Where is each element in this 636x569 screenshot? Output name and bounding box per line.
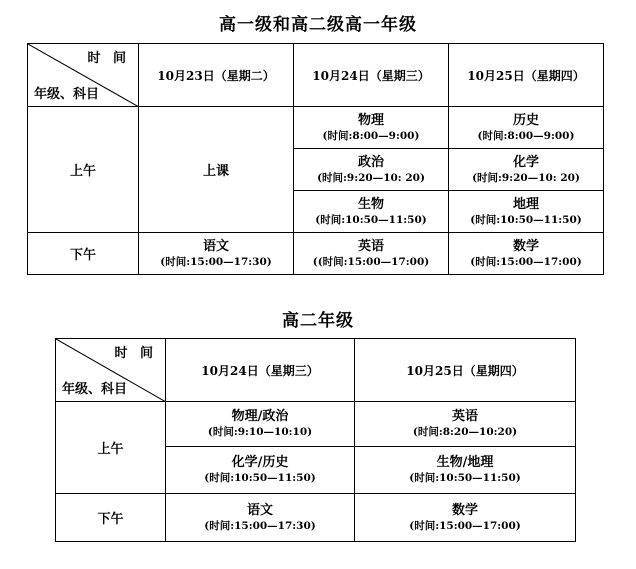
exam-time: (时间:9:20—10: 20) xyxy=(317,171,425,184)
exam-time: (时间:8:20—10:20) xyxy=(412,426,518,438)
exam-time: (时间:9:20—10: 20) xyxy=(472,171,580,184)
exam-subject: 物理 xyxy=(357,112,384,128)
exam-schedule-table-1 xyxy=(27,43,604,275)
exam-cell xyxy=(449,191,604,233)
exam-cell xyxy=(294,233,449,275)
exam-subject: 地理 xyxy=(512,196,539,212)
exam-subject: 英语 xyxy=(357,238,384,254)
corner-time-label: 时 间 xyxy=(87,51,130,66)
exam-cell xyxy=(449,149,604,191)
exam-subject: 英语 xyxy=(451,409,478,424)
exam-time: (时间:10:50—11:50) xyxy=(470,213,582,226)
table2-corner-cell xyxy=(56,339,166,402)
exam-cell xyxy=(355,447,576,494)
morning-label: 上午 xyxy=(28,107,139,233)
exam-time: (时间:10:50—11:50) xyxy=(315,213,427,226)
table1-corner-cell xyxy=(28,44,139,107)
exam-subject: 数学 xyxy=(512,238,539,254)
exam-cell xyxy=(294,107,449,149)
exam-time: (时间:15:00—17:00) xyxy=(470,255,582,268)
exam-cell xyxy=(449,233,604,275)
afternoon-label: 下午 xyxy=(56,494,166,542)
date-header: 10月24日（星期三） xyxy=(294,44,449,107)
exam-cell xyxy=(449,107,604,149)
exam-time: (时间:10:50—11:50) xyxy=(409,472,521,484)
exam-cell xyxy=(139,233,294,275)
exam-subject: 物理/政治 xyxy=(231,409,289,424)
exam-time: (时间:15:00—17:30) xyxy=(204,519,316,532)
date-header: 10月24日（星期三） xyxy=(166,339,355,402)
morning-label: 上午 xyxy=(56,402,166,494)
exam-subject: 化学 xyxy=(512,154,539,170)
exam-time: (时间:9:10—10:10) xyxy=(207,426,313,438)
exam-time: (时间:15:00—17:30) xyxy=(160,255,272,268)
exam-subject: 生物/地理 xyxy=(436,455,494,470)
exam-subject: 生物 xyxy=(357,196,384,212)
exam-cell xyxy=(294,191,449,233)
exam-cell xyxy=(166,402,355,447)
day1-morning-class: 上课 xyxy=(139,107,294,233)
date-header: 10月23日（星期二） xyxy=(139,44,294,107)
date-header: 10月25日（星期四） xyxy=(449,44,604,107)
afternoon-label: 下午 xyxy=(28,233,139,275)
table1-title: 高一级和高二级高一年级 xyxy=(219,15,417,35)
exam-subject: 数学 xyxy=(451,502,478,518)
corner-time-label: 时 间 xyxy=(114,346,157,361)
exam-time: (时间:15:00—17:00) xyxy=(409,519,521,532)
exam-cell xyxy=(166,494,355,542)
corner-grade-subject-label: 年级、科目 xyxy=(34,87,100,102)
exam-cell xyxy=(355,494,576,542)
exam-time: (时间:8:00—9:00) xyxy=(477,129,575,142)
table2-title: 高二年级 xyxy=(282,311,354,331)
date-header: 10月25日（星期四） xyxy=(355,339,576,402)
exam-subject: 政治 xyxy=(357,154,384,170)
exam-subject: 历史 xyxy=(512,112,539,128)
corner-grade-subject-label: 年级、科目 xyxy=(62,382,128,397)
exam-cell xyxy=(166,447,355,494)
exam-subject: 语文 xyxy=(246,502,273,518)
exam-subject: 化学/历史 xyxy=(231,455,289,470)
exam-subject: 语文 xyxy=(202,238,229,254)
exam-time: (时间:8:00—9:00) xyxy=(322,129,420,142)
exam-schedule-table-2 xyxy=(55,338,576,542)
exam-time: (时间:10:50—11:50) xyxy=(204,472,316,484)
exam-cell xyxy=(294,149,449,191)
exam-time: ((时间:15:00—17:00) xyxy=(312,255,430,268)
exam-cell xyxy=(355,402,576,447)
